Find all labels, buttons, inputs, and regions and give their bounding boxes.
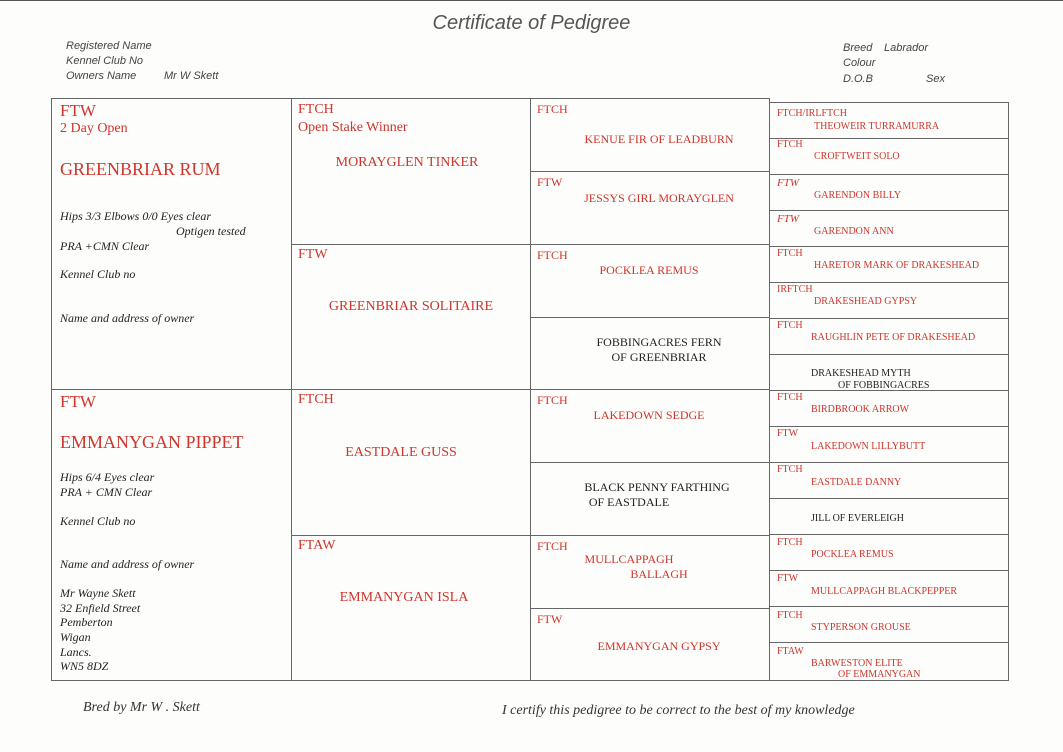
gen4-name: JILL OF EVERLEIGH	[811, 513, 904, 524]
gen3-title: FTCH	[537, 248, 568, 262]
gen4-title: FTCH	[777, 139, 803, 150]
gen3-title: FTW	[537, 612, 563, 626]
gen4-name-2: OF FOBBINGACRES	[838, 380, 930, 391]
gen4-cell	[769, 570, 1009, 607]
sire-title-2: 2 Day Open	[60, 121, 128, 136]
sire-title: FTW	[60, 101, 96, 120]
gen2-title: FTCH	[298, 102, 334, 117]
gen4-name: RAUGHLIN PETE OF DRAKESHEAD	[811, 332, 976, 343]
sire-owner: Name and address of owner	[60, 311, 195, 325]
gen4-cell	[769, 102, 1009, 139]
gen4-name: MULLCAPPAGH BLACKPEPPER	[811, 586, 958, 597]
kennel-club-no-label: Kennel Club No	[66, 55, 144, 67]
dam-cell	[51, 389, 292, 681]
gen4-cell	[769, 390, 1009, 427]
gen4-name: CROFTWEIT SOLO	[814, 151, 900, 162]
gen4-title: FTCH	[777, 537, 803, 548]
gen2-title: FTCH	[298, 392, 334, 407]
gen4-name: STYPERSON GROUSE	[811, 622, 911, 633]
dam-title: FTW	[60, 392, 96, 411]
gen4-name: GARENDON BILLY	[814, 190, 902, 201]
gen3-cell	[530, 462, 770, 536]
owners-name-label: Owners Name	[66, 70, 137, 82]
dam-owner: Name and address of owner	[60, 557, 195, 571]
sire-kennel-club: Kennel Club no	[60, 267, 136, 281]
gen4-cell	[769, 462, 1009, 499]
gen2-cell	[291, 535, 531, 681]
gen4-title: FTCH	[777, 464, 803, 475]
gen4-name-2: OF EMMANYGAN	[838, 669, 921, 680]
gen4-name: POCKLEA REMUS	[811, 549, 894, 560]
gen4-cell	[769, 354, 1009, 391]
gen4-cell	[769, 534, 1009, 571]
gen3-title: FTCH	[537, 393, 568, 407]
gen4-cell	[769, 210, 1009, 247]
gen4-name: GARENDON ANN	[814, 226, 894, 237]
gen2-title: FTAW	[298, 538, 336, 553]
gen3-name: JESSYS GIRL MORAYGLEN	[584, 191, 734, 205]
dam-address-line-2: 32 Enfield Street	[60, 601, 141, 615]
breed-label: Breed	[843, 42, 873, 54]
dam-address-line-4: Wigan	[60, 630, 91, 644]
gen4-title: FTCH	[777, 392, 803, 403]
gen4-name: LAKEDOWN LILLYBUTT	[811, 441, 926, 452]
gen4-cell	[769, 174, 1009, 211]
bred-by: Bred by Mr W . Skett	[83, 700, 200, 715]
sire-name: GREENBRIAR RUM	[60, 159, 221, 179]
gen3-name-2: BALLAGH	[630, 567, 688, 581]
gen4-title: FTW	[777, 573, 799, 584]
gen3-name-2: OF GREENBRIAR	[611, 350, 707, 364]
gen2-title: FTW	[298, 247, 328, 262]
gen3-name: KENUE FIR OF LEADBURN	[584, 132, 734, 146]
gen2-title-2: Open Stake Winner	[298, 120, 408, 135]
gen4-name: THEOWEIR TURRAMURRA	[814, 121, 940, 132]
gen2-name: GREENBRIAR SOLITAIRE	[328, 299, 494, 314]
gen4-cell	[769, 498, 1009, 535]
gen4-title: FTCH	[777, 320, 803, 331]
dob-label: D.O.B	[843, 73, 873, 85]
gen3-cell	[530, 535, 770, 609]
dam-health-1: Hips 6/4 Eyes clear	[60, 470, 155, 484]
gen4-cell	[769, 426, 1009, 463]
gen3-name: BLACK PENNY FARTHING	[584, 480, 730, 494]
dam-health-2: PRA + CMN Clear	[60, 485, 153, 499]
gen3-name: FOBBINGACRES FERN	[596, 335, 722, 349]
gen3-title: FTCH	[537, 539, 568, 553]
gen3-name: POCKLEA REMUS	[599, 263, 699, 277]
page-title: Certificate of Pedigree	[432, 12, 631, 34]
gen4-name: BIRDBROOK ARROW	[811, 404, 910, 415]
gen4-title: FTW	[777, 428, 799, 439]
gen3-cell	[530, 244, 770, 318]
gen2-name: EMMANYGAN ISLA	[339, 590, 469, 605]
gen2-name: MORAYGLEN TINKER	[335, 155, 479, 170]
gen3-name: EMMANYGAN GYPSY	[597, 639, 721, 653]
gen4-title: FTW	[777, 213, 799, 225]
gen4-cell	[769, 246, 1009, 283]
gen2-cell	[291, 244, 531, 390]
gen4-name: HARETOR MARK OF DRAKESHEAD	[814, 260, 980, 271]
gen4-title: IRFTCH	[777, 284, 813, 295]
gen4-cell	[769, 138, 1009, 175]
gen4-name: DRAKESHEAD MYTH	[811, 368, 911, 379]
gen4-name: DRAKESHEAD GYPSY	[814, 296, 918, 307]
gen3-cell	[530, 317, 770, 390]
gen3-name: LAKEDOWN SEDGE	[593, 408, 705, 422]
gen4-cell	[769, 282, 1009, 319]
gen3-cell	[530, 98, 770, 172]
gen4-title: FTCH	[777, 248, 803, 259]
dam-address-line-6: WN5 8DZ	[60, 659, 109, 673]
gen2-cell	[291, 389, 531, 536]
gen2-name: EASTDALE GUSS	[345, 445, 457, 460]
registered-name-label: Registered Name	[66, 40, 152, 52]
gen4-name: BARWESTON ELITE	[811, 658, 903, 669]
gen4-title: FTAW	[777, 646, 804, 657]
sire-health-2: Optigen tested	[176, 224, 246, 238]
gen4-cell	[769, 318, 1009, 355]
colour-label: Colour	[843, 57, 876, 69]
gen3-cell	[530, 608, 770, 681]
dam-kennel-club: Kennel Club no	[60, 514, 136, 528]
gen3-name: MULLCAPPAGH	[584, 552, 674, 566]
gen4-title: FTW	[777, 177, 799, 189]
sire-health-1: Hips 3/3 Elbows 0/0 Eyes clear	[60, 209, 211, 223]
dam-address-line-1: Mr Wayne Skett	[60, 586, 136, 600]
gen4-title: FTCH/IRLFTCH	[777, 108, 848, 119]
breed-value: Labrador	[884, 42, 929, 54]
gen3-cell	[530, 389, 770, 463]
scan-edge	[0, 0, 1063, 1]
sex-label: Sex	[926, 73, 945, 85]
gen4-cell	[769, 642, 1009, 681]
sire-health-3: PRA +CMN Clear	[60, 239, 150, 253]
dam-name: EMMANYGAN PIPPET	[60, 432, 244, 452]
dam-address-line-3: Pemberton	[60, 615, 113, 629]
gen4-title: FTCH	[777, 610, 803, 621]
gen4-name: EASTDALE DANNY	[811, 477, 902, 488]
gen3-cell	[530, 171, 770, 245]
gen3-title: FTCH	[537, 102, 568, 116]
certification-statement: I certify this pedigree to be correct to the best of my knowledge	[502, 703, 855, 718]
gen4-cell	[769, 606, 1009, 643]
sire-cell	[51, 98, 292, 390]
gen2-cell	[291, 98, 531, 245]
owners-name-value: Mr W Skett	[164, 70, 219, 82]
dam-address-line-5: Lancs.	[60, 645, 92, 659]
gen3-name-2: OF EASTDALE	[588, 495, 670, 509]
gen3-title: FTW	[537, 175, 563, 189]
